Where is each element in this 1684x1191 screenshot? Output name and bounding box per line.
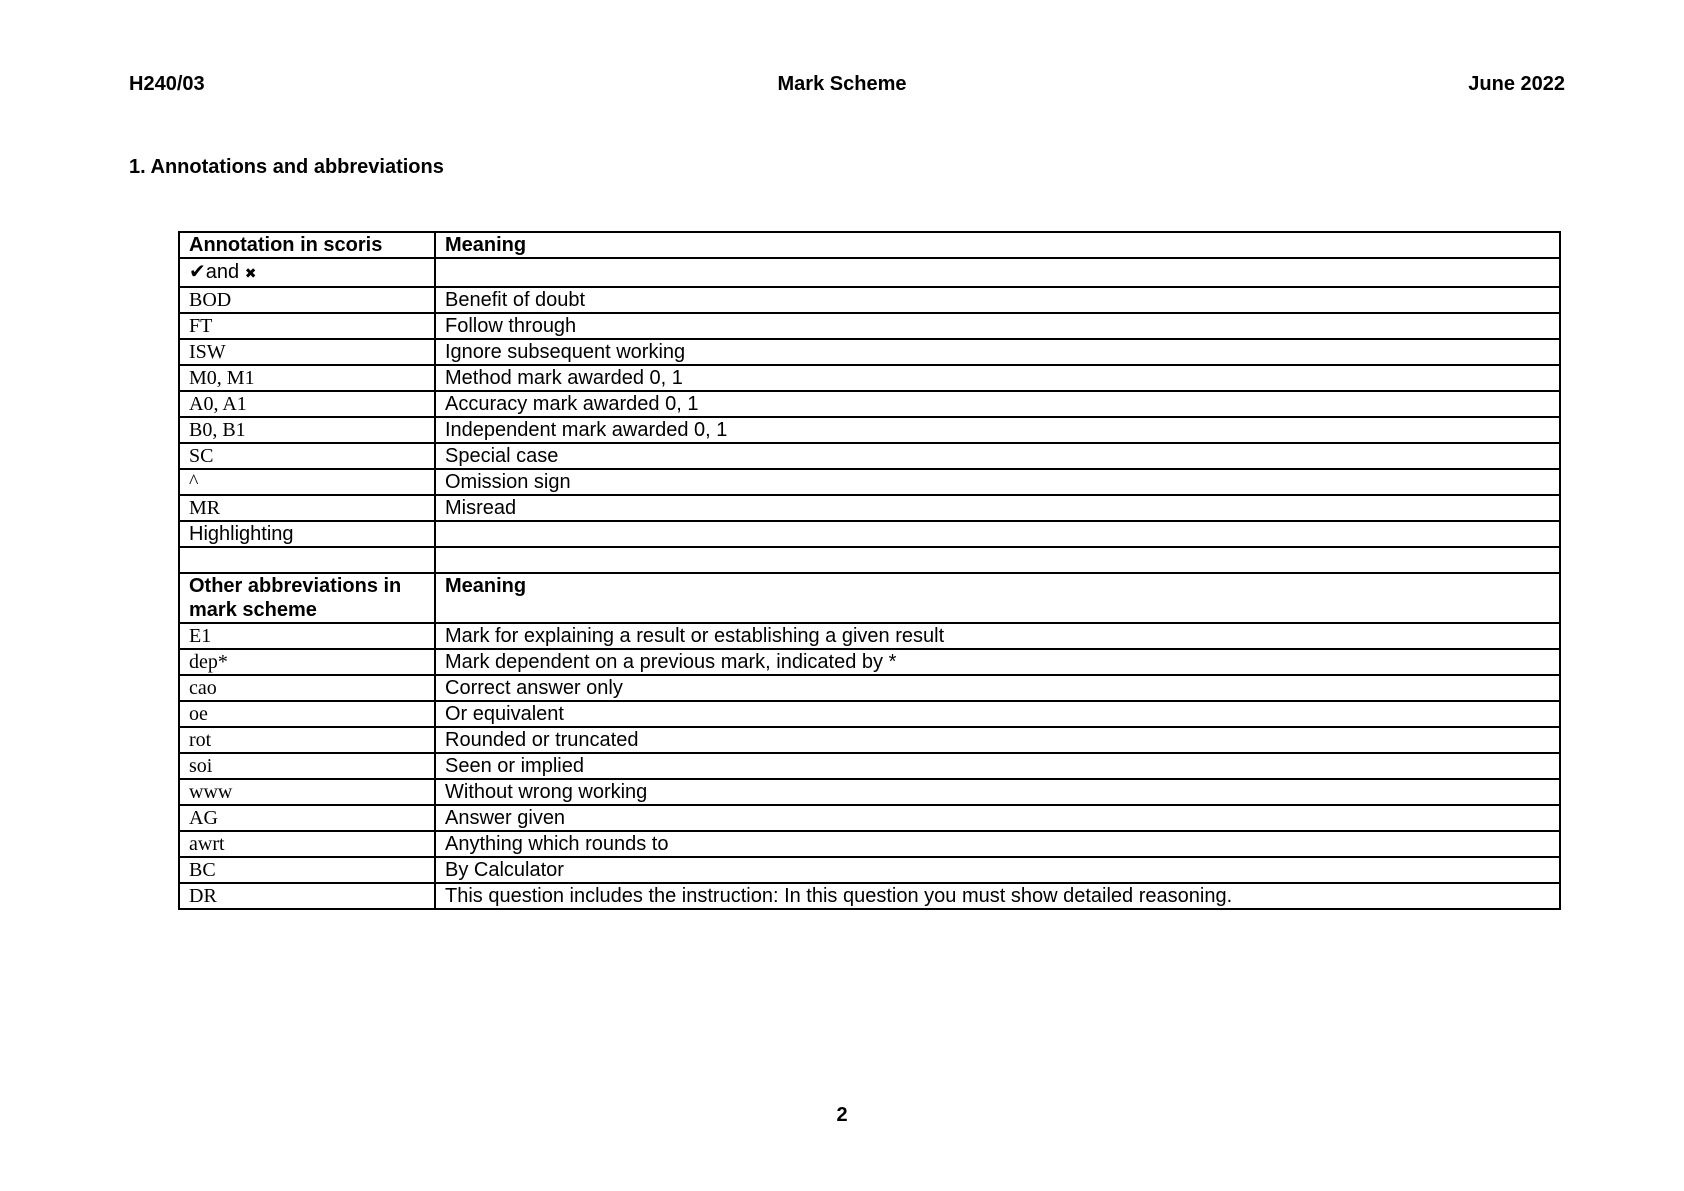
table-cell-empty xyxy=(435,547,1560,573)
table-header-row xyxy=(179,573,1560,623)
table-cell-abbreviation: BC xyxy=(179,857,435,883)
page-number: 2 xyxy=(836,1104,848,1126)
table-cell-meaning: Independent mark awarded 0, 1 xyxy=(435,417,1560,443)
table-row xyxy=(179,805,1560,831)
blank-row xyxy=(179,547,1560,573)
tick-and-cross-cell xyxy=(179,258,435,287)
section-title: 1. Annotations and abbreviations xyxy=(129,156,444,178)
table-cell-meaning: Correct answer only xyxy=(435,675,1560,701)
table-row xyxy=(179,417,1560,443)
table-cell-abbreviation: rot xyxy=(179,727,435,753)
table-cell-meaning: Answer given xyxy=(435,805,1560,831)
table-cell-abbreviation: B0, B1 xyxy=(179,417,435,443)
table-row xyxy=(179,339,1560,365)
table-row xyxy=(179,365,1560,391)
table-cell-meaning: Omission sign xyxy=(435,469,1560,495)
tick-icon: ✔ xyxy=(189,259,206,283)
exam-date: June 2022 xyxy=(1468,73,1565,95)
table-cell-abbreviation: BOD xyxy=(179,287,435,313)
table-cell-meaning: By Calculator xyxy=(435,857,1560,883)
table-cell-empty xyxy=(179,547,435,573)
table-cell-abbreviation: www xyxy=(179,779,435,805)
column-header-meaning: Meaning xyxy=(435,232,1560,258)
table-cell-meaning: Follow through xyxy=(435,313,1560,339)
table-cell-meaning: Special case xyxy=(435,443,1560,469)
table-cell-abbreviation: AG xyxy=(179,805,435,831)
table-cell-abbreviation: E1 xyxy=(179,623,435,649)
table-row xyxy=(179,287,1560,313)
table-row xyxy=(179,623,1560,649)
table-row xyxy=(179,258,1560,287)
table-row xyxy=(179,701,1560,727)
table-cell-meaning: Rounded or truncated xyxy=(435,727,1560,753)
table-row xyxy=(179,753,1560,779)
table-cell-meaning: Benefit of doubt xyxy=(435,287,1560,313)
table-row xyxy=(179,883,1560,909)
table-cell-meaning: Mark for explaining a result or establishing a given result xyxy=(435,623,1560,649)
table-cell-abbreviation: A0, A1 xyxy=(179,391,435,417)
table-row xyxy=(179,521,1560,547)
table-cell-abbreviation: M0, M1 xyxy=(179,365,435,391)
table-row xyxy=(179,443,1560,469)
table-cell-meaning: Accuracy mark awarded 0, 1 xyxy=(435,391,1560,417)
column-header-other-abbreviations: Other abbreviations in mark scheme xyxy=(179,573,435,623)
table-cell-meaning: Mark dependent on a previous mark, indicated by * xyxy=(435,649,1560,675)
table-cell-meaning: Ignore subsequent working xyxy=(435,339,1560,365)
table-cell-meaning: Or equivalent xyxy=(435,701,1560,727)
table-cell-meaning xyxy=(435,258,1560,287)
table-cell-meaning xyxy=(435,521,1560,547)
table-cell-meaning: Method mark awarded 0, 1 xyxy=(435,365,1560,391)
table-row xyxy=(179,857,1560,883)
table-cell-abbreviation: cao xyxy=(179,675,435,701)
table-row xyxy=(179,391,1560,417)
table-cell-abbreviation: DR xyxy=(179,883,435,909)
table-cell-abbreviation: SC xyxy=(179,443,435,469)
table-cell-abbreviation: dep* xyxy=(179,649,435,675)
column-header-meaning: Meaning xyxy=(435,573,1560,623)
table-row xyxy=(179,495,1560,521)
table-cell-abbreviation: MR xyxy=(179,495,435,521)
cross-icon: ✖ xyxy=(244,266,257,282)
table-row xyxy=(179,649,1560,675)
table-cell-abbreviation: soi xyxy=(179,753,435,779)
table-cell-abbreviation: ISW xyxy=(179,339,435,365)
table-row xyxy=(179,675,1560,701)
annotations-table xyxy=(178,231,1561,910)
table-cell-meaning: Seen or implied xyxy=(435,753,1560,779)
table-cell-meaning: Misread xyxy=(435,495,1560,521)
table-row xyxy=(179,313,1560,339)
table-cell-meaning: This question includes the instruction: In this question you must show detailed reasoning. xyxy=(435,883,1560,909)
table-cell-abbreviation: FT xyxy=(179,313,435,339)
table-cell-abbreviation: ^ xyxy=(179,469,435,495)
table-cell-abbreviation: Highlighting xyxy=(179,521,435,547)
and-label: and xyxy=(205,261,240,283)
table-row xyxy=(179,469,1560,495)
table-cell-abbreviation: oe xyxy=(179,701,435,727)
column-header-annotation: Annotation in scoris xyxy=(179,232,435,258)
table-row xyxy=(179,831,1560,857)
table-cell-meaning: Without wrong working xyxy=(435,779,1560,805)
table-row xyxy=(179,779,1560,805)
table-cell-meaning: Anything which rounds to xyxy=(435,831,1560,857)
table-header-row xyxy=(179,232,1560,258)
document-title: Mark Scheme xyxy=(777,73,907,95)
table-row xyxy=(179,727,1560,753)
paper-code: H240/03 xyxy=(129,73,205,95)
table-cell-abbreviation: awrt xyxy=(179,831,435,857)
